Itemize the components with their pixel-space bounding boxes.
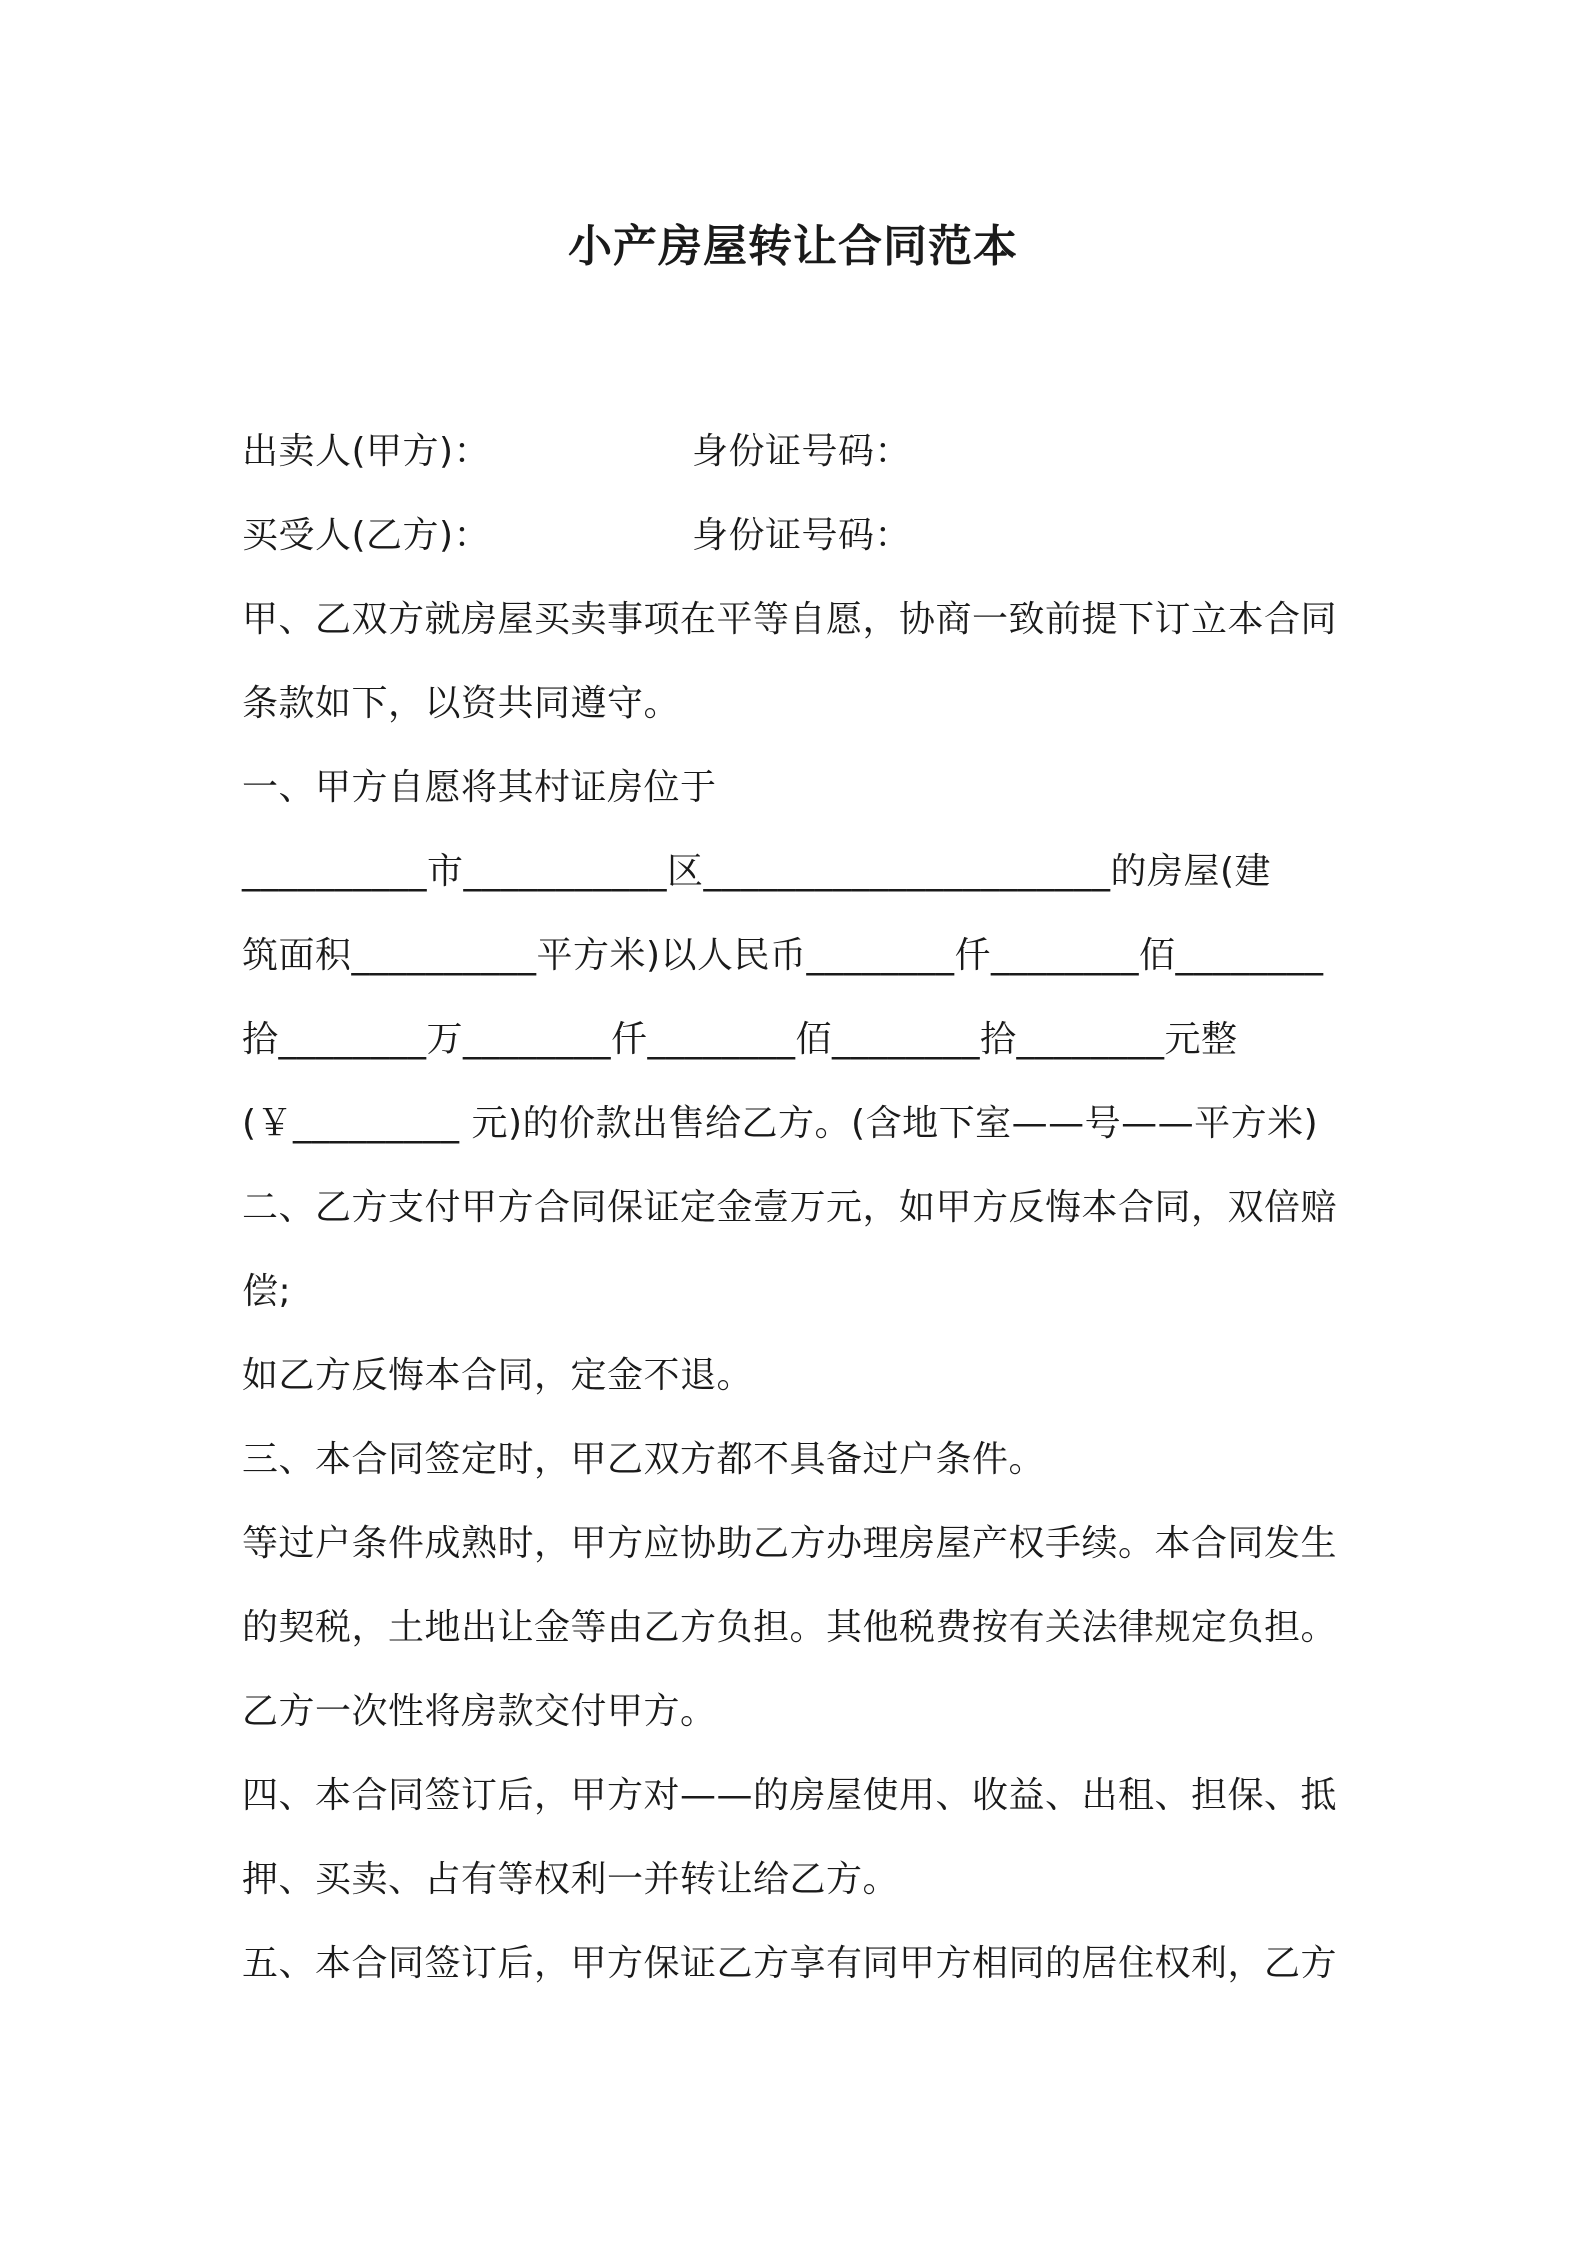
seller-id-label: 身份证号码：: [692, 431, 912, 472]
seller-label: 出卖人(甲方)：: [242, 431, 491, 472]
paragraph-line: 乙方一次性将房款交付甲方。: [242, 1691, 717, 1732]
paragraph-line: 甲、乙双方就房屋买卖事项在平等自愿，协商一致前提下订立本合同: [242, 599, 1338, 640]
buyer-row: [242, 494, 1362, 578]
paragraph-line: 二、乙方支付甲方合同保证定金壹万元，如甲方反悔本合同，双倍赔: [242, 1187, 1338, 1228]
paragraph-line: 筑面积__________平方米)以人民币________仟________佰________: [242, 935, 1324, 976]
seller-row: [242, 410, 1362, 494]
buyer-label: 买受人(乙方)：: [242, 515, 491, 556]
paragraph-line: 拾________万________仟________佰________拾________元整: [242, 1019, 1238, 1060]
paragraph-line: 一、甲方自愿将其村证房位于: [242, 767, 717, 808]
paragraph-line: 三、本合同签定时，甲乙双方都不具备过户条件。: [242, 1439, 1046, 1480]
paragraph-line: 的契税，土地出让金等由乙方负担。其他税费按有关法律规定负担。: [242, 1607, 1338, 1648]
paragraph-line: 条款如下，以资共同遵守。: [242, 683, 681, 724]
buyer-id-label: 身份证号码：: [692, 515, 912, 556]
paragraph-line: (￥_________ 元)的价款出售给乙方。(含地下室——号——平方米): [242, 1103, 1319, 1144]
document-body: [242, 410, 1362, 2006]
document-title: 小产房屋转让合同范本: [568, 221, 1018, 272]
paragraph-line: 偿;: [242, 1271, 292, 1312]
paragraph-line: 如乙方反悔本合同，定金不退。: [242, 1355, 754, 1396]
paragraph-line: __________市___________区______________________的房屋(建: [242, 851, 1272, 892]
paragraph-line: 押、买卖、占有等权利一并转让给乙方。: [242, 1859, 900, 1900]
paragraph-line: 等过户条件成熟时，甲方应协助乙方办理房屋产权手续。本合同发生: [242, 1523, 1338, 1564]
paragraph-line: 五、本合同签订后，甲方保证乙方享有同甲方相同的居住权利，乙方: [242, 1943, 1338, 1984]
paragraph-line: 四、本合同签订后，甲方对——的房屋使用、收益、出租、担保、抵: [242, 1775, 1338, 1816]
